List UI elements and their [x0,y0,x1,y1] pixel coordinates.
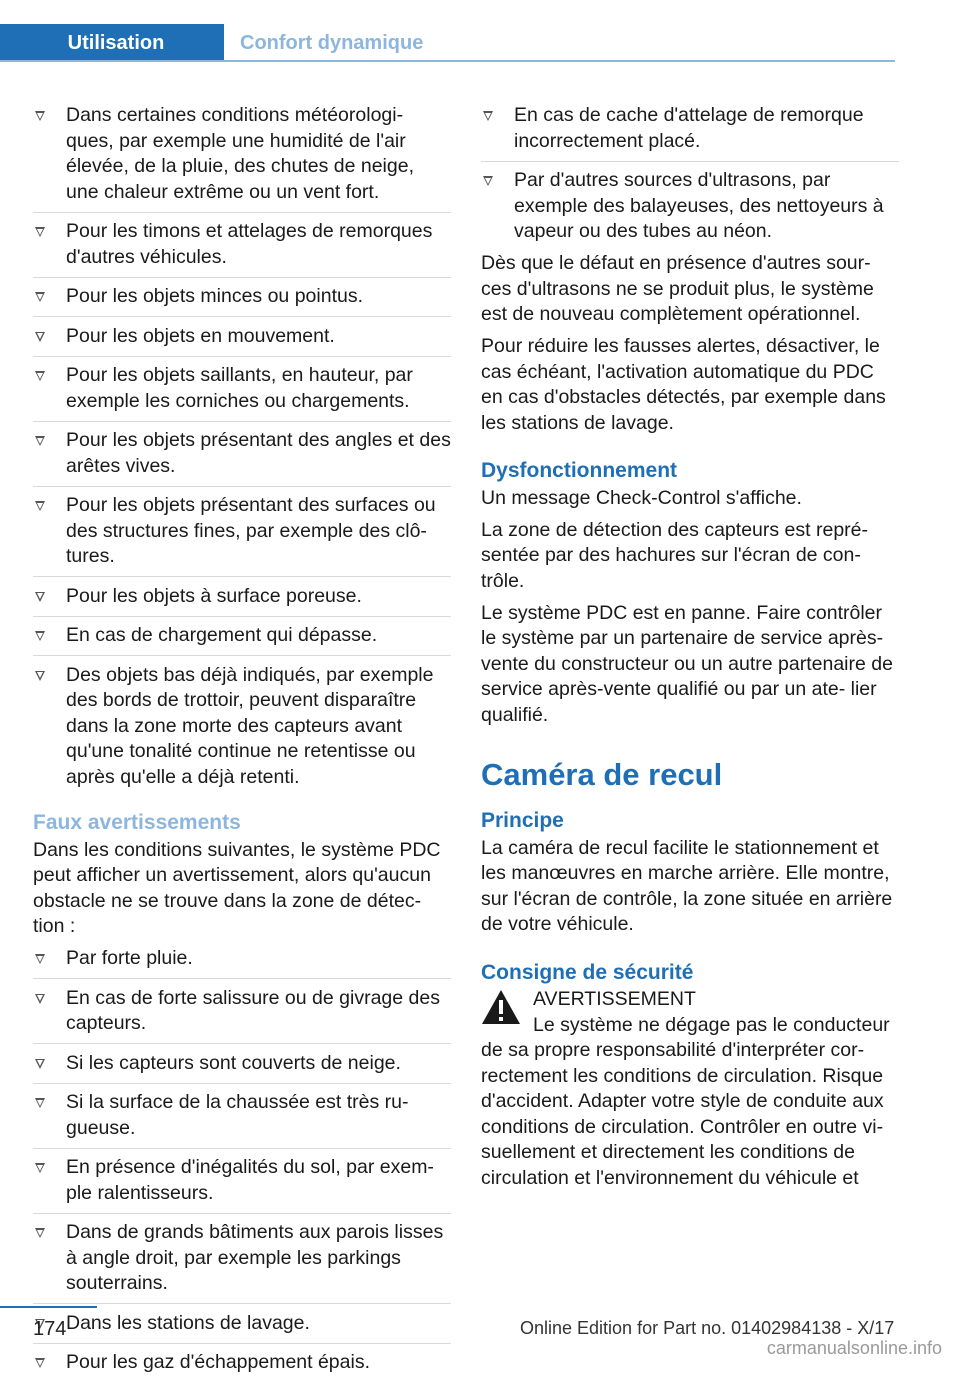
triangle-bullet-icon [483,176,493,186]
triangle-bullet-icon [35,111,45,121]
list-item-text: Pour les objets saillants, en hauteur, par exemple les corniches ou chargements. [66,364,413,412]
list-separator [33,1303,451,1304]
warning-block [481,987,899,1191]
list-item-text: Si les capteurs sont couverts de neige. [66,1051,401,1074]
list-item [33,324,451,350]
list-item [33,103,451,205]
list-item [33,986,451,1037]
triangle-bullet-icon [35,227,45,237]
condition-list [33,103,451,790]
list-item-text: Pour les objets minces ou pointus. [66,285,363,307]
triangle-bullet-icon [35,592,45,602]
triangle-bullet-icon [35,1228,45,1238]
heading-consigne-de-securite: Consigne de sécurité [481,960,694,984]
list-item-text: En cas de forte salissure ou de givrage des capteurs. [66,986,440,1034]
triangle-bullet-icon [35,501,45,511]
ultrasonic-list [481,103,899,245]
list-separator [33,1213,451,1214]
list-separator [33,1148,451,1149]
list-item-text: En cas de cache d'attelage de remorque incorrectement placé. [514,104,864,152]
list-item-text: Pour les gaz d'échappement épais. [66,1351,371,1373]
tab-confort-dynamique[interactable]: Confort dynamique [240,32,424,54]
list-item-text: Pour les objets en mouvement. [66,324,335,347]
false-warnings-intro: Dans les conditions suivantes, le système PDC peut afficher un avertissement, alors qu'aucun obstacle ne se trouve dans la zone de détec‐ tion : [33,838,441,937]
list-separator [33,486,451,487]
triangle-bullet-icon [35,631,45,641]
heading-faux-avertissements: Faux avertissements [33,811,241,834]
dys-paragraph-1: Un message Check-Control s'affiche. [481,486,802,509]
list-item [33,219,451,270]
list-separator [33,1083,451,1084]
list-separator [33,1043,451,1044]
list-separator [33,576,451,577]
tab-utilisation[interactable]: Utilisation [0,24,224,62]
list-item [33,428,451,479]
warning-text: de sa propre responsabilité d'interpréter cor‐ rectement les conditions de circulation. Risque d'accident. Adapter votre style de conduite aux conditions de circulation. Contrôler en outre vi‐ suellement et directement les conditions de circulation et l'environnement du véhicule et [481,1039,884,1189]
list-item [33,1090,451,1141]
list-separator [33,316,451,317]
paragraph-fausses-alertes: Pour réduire les fausses alertes, désactiver, le cas échéant, l'activation automatique du PDC en cas d'obstacles détectés, par exemple dans les stations de lavage. [481,335,886,434]
right-column [481,103,899,1191]
list-item-text: Pour les objets présentant des angles et des arêtes vives. [66,429,451,477]
list-separator [33,616,451,617]
triangle-bullet-icon [35,994,45,1004]
principe-paragraph: La caméra de recul facilite le stationnement et les manœuvres en marche arrière. Elle montre, sur l'écran de contrôle, la zone située en arrière de votre véhicule. [481,836,893,935]
false-warning-list [33,946,451,1376]
list-item [481,168,899,245]
list-item [481,103,899,154]
list-item-text: Par forte pluie. [66,947,193,969]
warning-first-line: Le système ne dégage pas le conducteur [533,1013,890,1036]
list-item [33,584,451,610]
warning-title: AVERTISSEMENT [533,988,696,1010]
list-item-text: Des objets bas déjà indiqués, par exemple des bords de trottoir, peuvent disparaître dans la zone morte des capteurs avant qu'une tonalité continue ne retentisse ou après qu'elle a déjà retenti. [66,663,434,788]
list-item [33,1350,451,1376]
page-header [0,0,960,62]
list-separator [33,421,451,422]
triangle-bullet-icon [35,436,45,446]
list-separator [481,161,899,162]
heading-camera-de-recul: Caméra de recul [481,757,723,792]
list-item [33,1220,451,1297]
list-item [33,363,451,414]
heading-dysfonctionnement: Dysfonctionnement [481,459,678,482]
list-item [33,663,451,791]
header-rule [0,60,895,62]
list-item-text: Si la surface de la chaussée est très ru‐ gueuse. [66,1091,409,1139]
watermark: carmanualsonline.info [766,1338,942,1358]
list-separator [33,212,451,213]
list-item [33,1311,451,1337]
triangle-bullet-icon [35,671,45,681]
list-item [33,623,451,649]
dys-paragraph-3: Le système PDC est en panne. Faire contrôler le système par un partenaire de service après- vente du constructeur ou un autre partenaire de service après-vente qualifié ou par un ate‐ lier qualifié. [481,601,893,726]
list-separator [33,655,451,656]
footer-rule [0,1306,97,1308]
triangle-bullet-icon [35,1163,45,1173]
list-separator [33,978,451,979]
triangle-bullet-icon [35,371,45,381]
list-item-text: Dans les stations de lavage. [66,1311,310,1334]
paragraph-ultrasons: Dès que le défaut en présence d'autres sour‐ ces d'ultrasons ne se produit plus, le système est de nouveau complètement opérationnel. [481,252,874,325]
triangle-bullet-icon [35,1358,45,1368]
list-item-text: Dans de grands bâtiments aux parois lisses à angle droit, par exemple les parkings souterrains. [66,1221,444,1294]
list-separator [33,1343,451,1344]
list-item [33,946,451,972]
warning-triangle-icon [481,989,521,1025]
list-separator [33,356,451,357]
list-item-text: En présence d'inégalités du sol, par exem‐ ple ralentisseurs. [66,1156,434,1204]
list-item-text: Pour les objets présentant des surfaces ou des structures fines, par exemple des clô‐ tures. [66,494,436,567]
list-item [33,284,451,310]
list-item-text: Pour les objets à surface poreuse. [66,584,362,607]
triangle-bullet-icon [35,332,45,342]
triangle-bullet-icon [35,292,45,302]
list-item-text: Dans certaines conditions météorologi‐ ques, par exemple une humidité de l'air élevée, de la pluie, des chutes de neige, une chaleur extrême ou un vent fort. [66,104,415,203]
triangle-bullet-icon [35,954,45,964]
left-column [33,103,451,1382]
triangle-bullet-icon [483,111,493,121]
list-item [33,1155,451,1206]
triangle-bullet-icon [35,1098,45,1108]
list-item [33,493,451,570]
list-item-text: En cas de chargement qui dépasse. [66,624,378,646]
edition-line: Online Edition for Part no. 01402984138 - X/17 [520,1318,895,1338]
dys-paragraph-2: La zone de détection des capteurs est repré‐ sentée par des hachures sur l'écran de con‐ trôle. [481,518,868,592]
triangle-bullet-icon [35,1059,45,1069]
list-item-text: Pour les timons et attelages de remorques d'autres véhicules. [66,220,433,268]
list-separator [33,277,451,278]
list-item-text: Par d'autres sources d'ultrasons, par exemple des balayeuses, des nettoyeurs à vapeur ou des tubes au néon. [514,169,884,242]
page-number: 174 [33,1318,67,1340]
list-item [33,1051,451,1077]
heading-principe: Principe [481,809,564,832]
